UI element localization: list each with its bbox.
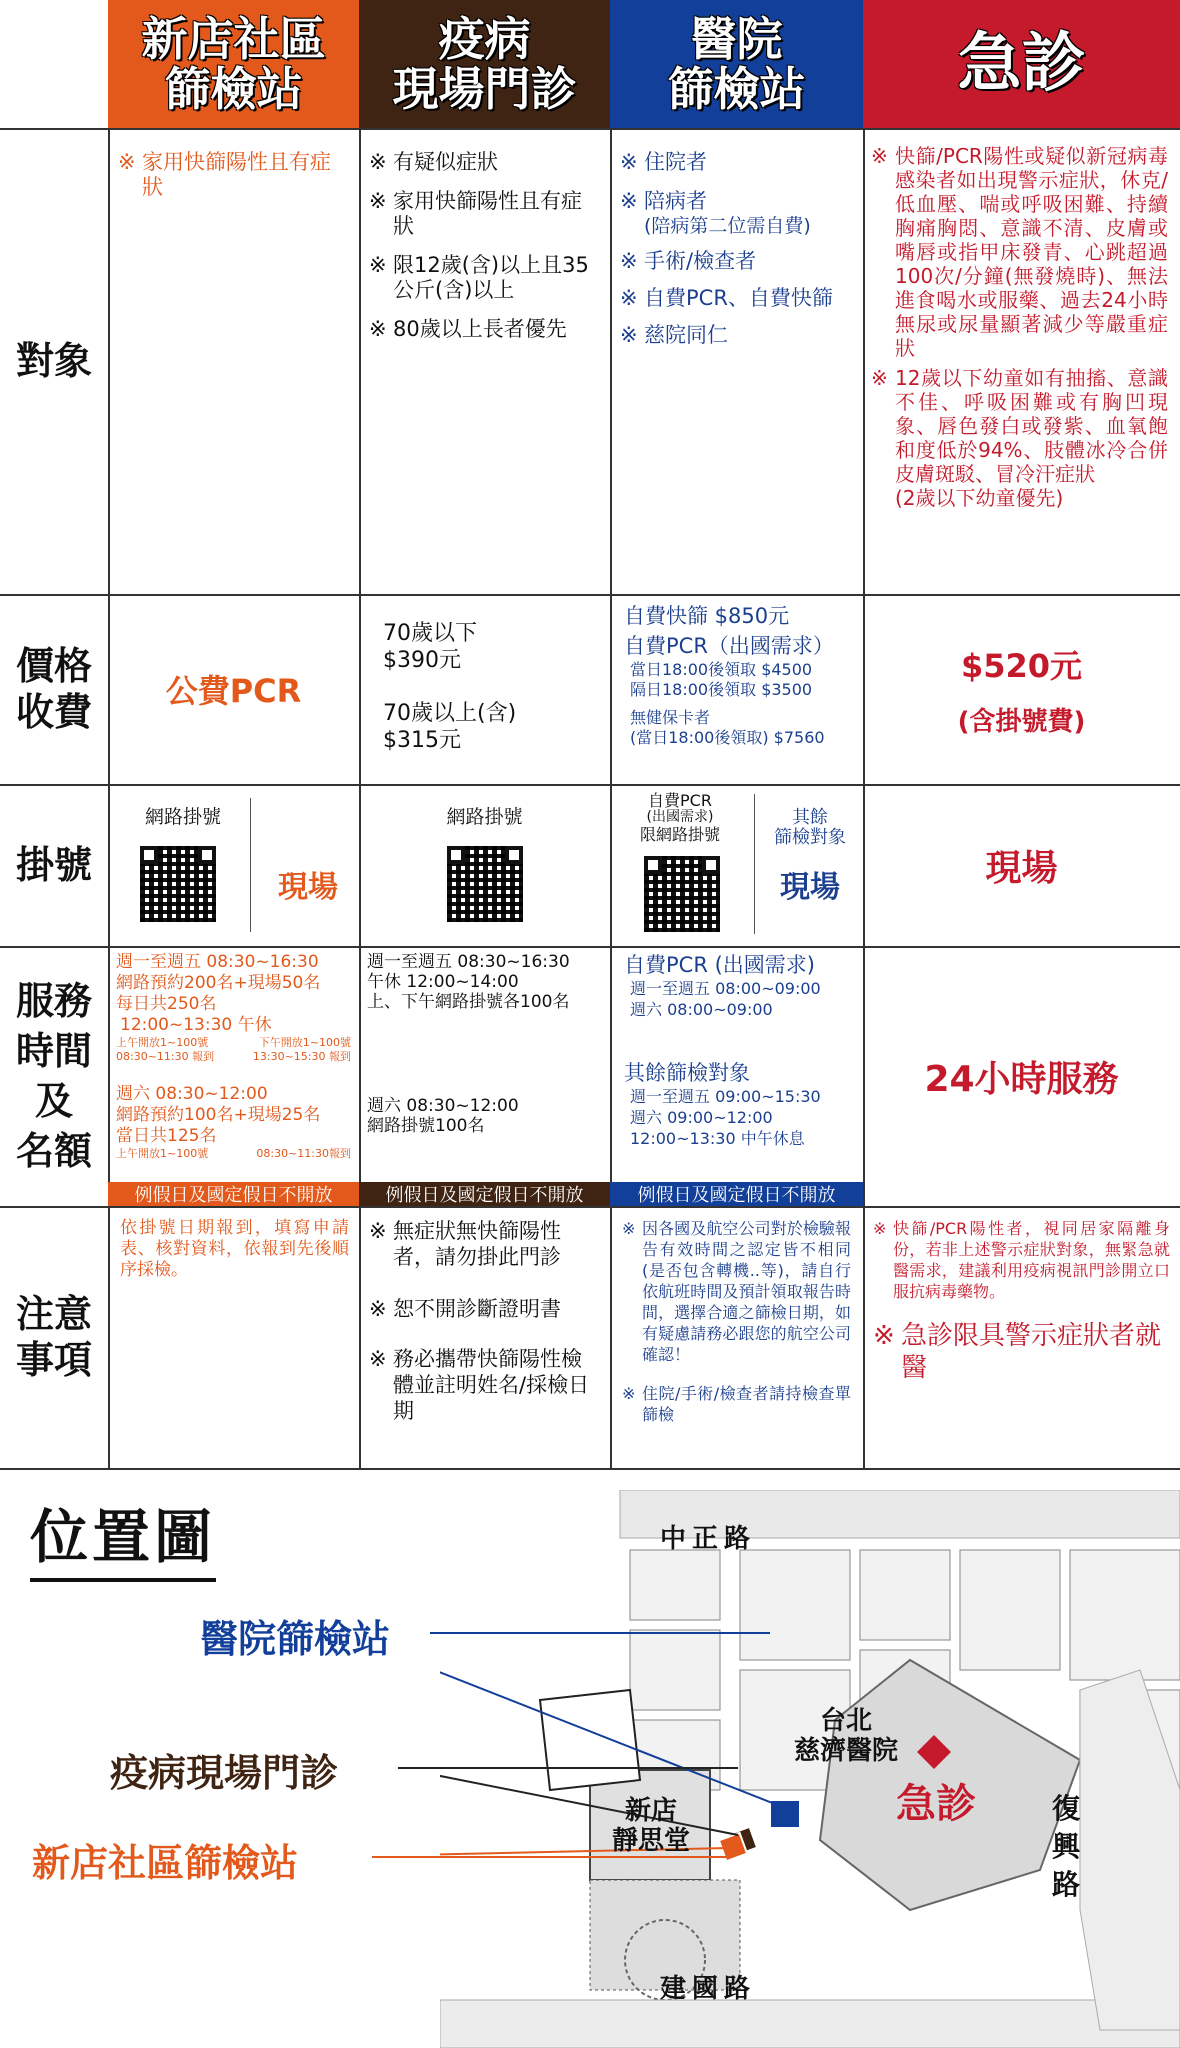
- notes-item: 務必攜帶快篩陽性檢體並註明姓名/採檢日期: [393, 1347, 590, 1423]
- hours-line: 13:30~15:30 報到: [252, 1050, 351, 1063]
- hours-line: 週一至週五 09:00~15:30: [630, 1087, 821, 1106]
- target-item: 家用快篩陽性且有症狀: [393, 189, 582, 238]
- target-emergency: ※ 快篩/PCR陽性或疑似新冠病毒感染者如出現警示症狀，休克/低血壓、喘或呼吸困難、持續胸痛胸悶、意識不清、皮膚或嘴唇或指甲床發青、心跳超過100次/分鐘(無發燒時)、無法進食喝水或服藥、過去24小時無尿或尿量顯著減少等嚴重症狀 ※ 12歲以下幼童如有抽搐、意識不佳、呼吸困難或有胸凹現象、唇色發白或發紫、血氧飽和度低於94%、肢體冰冷合併皮膚斑駁、冒冷汗症狀 (2歲以下幼童優先): [871, 144, 1168, 510]
- notes-item: 急診限具警示症狀者就醫: [901, 1321, 1162, 1383]
- notes-community: 依掛號日期報到，填寫申請表、核對資料，依報到先後順序採檢。: [120, 1218, 349, 1280]
- register-pcr-mid: (出國需求): [646, 809, 714, 825]
- grid-line: [0, 128, 1180, 130]
- hours-line: 上午開放1~100號: [116, 1147, 209, 1160]
- row-label-register: 掛號: [15, 843, 92, 887]
- register-pcr-top: 自費PCR: [648, 791, 712, 810]
- hours-line: 週六 08:30~12:00: [116, 1084, 268, 1104]
- header-clinic: 疫病 現場門診: [359, 0, 610, 128]
- register-onsite-label: 現場: [780, 870, 840, 905]
- hours-line: 週一至週五 08:00~09:00: [630, 979, 821, 998]
- notes-item: 快篩/PCR陽性者，視同居家隔離身份，若非上述警示症狀對象，無緊急就醫需求，建議利用疫病視訊門診開立口服抗病毒藥物。: [893, 1219, 1170, 1301]
- hours-line: 08:30~11:30 報到: [116, 1050, 215, 1063]
- register-other-bottom: 篩檢對象: [774, 827, 846, 848]
- hours-line: 網路預約100名+現場25名: [116, 1105, 321, 1125]
- register-community: [108, 784, 359, 946]
- price-rapid: 自費快篩 $850元: [624, 604, 790, 628]
- road-label-top: 中正路: [660, 1524, 757, 1554]
- hours-line: 08:30~11:30報到: [256, 1147, 351, 1160]
- notes-clinic: ※ 無症狀無快篩陽性者，請勿掛此門診 ※ 恕不開診斷證明書 ※ 務必攜帶快篩陽性檢體並註明姓名/採檢日期: [359, 1206, 610, 1446]
- hours-line: 網路預約200名+現場50名: [116, 973, 321, 993]
- target-sub: (2歲以下幼童優先): [895, 486, 1064, 510]
- holiday-note-community: 例假日及國定假日不開放: [108, 1182, 359, 1206]
- qr-code-icon[interactable]: [140, 846, 216, 922]
- row-label-target: 對象: [15, 339, 92, 383]
- grid-line: [0, 1468, 1180, 1470]
- notes-item: 無症狀無快篩陽性者，請勿掛此門診: [393, 1219, 561, 1269]
- price-emergency: [863, 594, 1180, 784]
- header-community-station: 新店社區 篩檢站: [108, 0, 359, 128]
- price-emergency-note: (含掛號費): [957, 706, 1086, 737]
- road-label-bottom: 建國路: [660, 1974, 757, 2004]
- hours-line: 當日共125名: [116, 1126, 217, 1146]
- target-item: 快篩/PCR陽性或疑似新冠病毒感染者如出現警示症狀，休克/低血壓、喘或呼吸困難、持續胸痛胸悶、意識不清、皮膚或嘴唇或指甲床發青、心跳超過100次/分鐘(無發燒時)、無法進食喝水或服藥、過去24小時無尿或尿量顯著減少等嚴重症狀: [895, 144, 1168, 360]
- emergency-map-label: 急診: [896, 1781, 976, 1827]
- price-emergency-value: $520元: [960, 646, 1083, 685]
- target-item: 手術/檢查者: [644, 249, 757, 273]
- holiday-note-clinic: 例假日及國定假日不開放: [359, 1182, 610, 1206]
- price-clinic: [359, 594, 610, 784]
- target-item: 有疑似症狀: [393, 150, 498, 174]
- hours-title: 自費PCR (出國需求): [624, 953, 815, 977]
- header-emergency: 急診: [863, 0, 1180, 128]
- notes-item: 住院/手術/檢查者請持檢查單篩檢: [642, 1384, 851, 1424]
- price-value: $315元: [383, 728, 461, 753]
- hours-line: 午休 12:00~14:00: [367, 972, 519, 992]
- hours-community: [108, 946, 359, 1182]
- hours-line: 12:00~13:30 午休: [120, 1015, 272, 1035]
- target-item: 80歲以上長者優先: [393, 317, 567, 341]
- register-online-label: 網路掛號: [446, 806, 523, 828]
- register-emergency: 現場: [985, 847, 1058, 889]
- target-sub: (陪病第二位需自費): [644, 215, 811, 237]
- hours-line: 網路掛號100名: [367, 1116, 485, 1136]
- price-pcr-next: 隔日18:00後領取 $3500: [630, 680, 813, 699]
- map-title: 位置圖: [30, 1490, 216, 1582]
- hours-line: 上、下午網路掛號各100名: [367, 992, 570, 1012]
- target-item: 自費PCR、自費快篩: [644, 286, 833, 310]
- price-age-over-70: 70歲以上(含): [383, 701, 517, 726]
- legend-line-community: [372, 1856, 728, 1858]
- target-item: 陪病者: [644, 189, 707, 213]
- legend-line-hospital: [430, 1632, 770, 1634]
- target-hospital: ※ 住院者 ※ 陪病者 (陪病第二位需自費) ※ 手術/檢查者 ※ 自費PCR、自費快篩 ※ 慈院同仁: [620, 150, 833, 347]
- row-label-price: 價格 收費: [15, 644, 92, 734]
- road-bottom: [440, 2000, 1180, 2048]
- register-other-top: 其餘: [792, 807, 828, 828]
- notes-item: 因各國及航空公司對於檢驗報告有效時間之認定皆不相同(是否包含轉機..等)，請自行依航班時間及預計領取報告時間，選擇合適之篩檢日期，如有疑慮請務必跟您的航空公司確認！: [642, 1219, 851, 1364]
- legend-community-station: 新店社區篩檢站: [32, 1841, 299, 1885]
- hours-line: 下午開放1~100號: [258, 1036, 351, 1049]
- target-item: 家用快篩陽性且有症狀: [142, 150, 331, 199]
- hours-line: 週一至週五 08:30~16:30: [116, 952, 319, 972]
- header-hospital-station: 醫院 篩檢站: [610, 0, 863, 128]
- hours-emergency: 24小時服務: [924, 1058, 1119, 1100]
- hours-line: 上午開放1~100號: [116, 1036, 209, 1049]
- price-noins: 無健保卡者: [630, 708, 711, 727]
- location-map: [440, 1490, 1180, 2048]
- hours-clinic: [359, 946, 610, 1182]
- register-clinic: [359, 784, 610, 946]
- legend-clinic: 疫病現場門診: [110, 1751, 339, 1795]
- target-item: 限12歲(含)以上且35公斤(含)以上: [393, 253, 589, 302]
- road-label-right: 復興路: [1052, 1792, 1081, 1901]
- qr-code-icon[interactable]: [447, 846, 523, 922]
- legend-line-clinic: [398, 1767, 738, 1769]
- target-item: 12歲以下幼童如有抽搐、意識不佳、呼吸困難或有胸凹現象、唇色發白或發紫、血氧飽和度低於94%、肢體冰冷合併皮膚斑駁、冒冷汗症狀: [895, 366, 1168, 486]
- hours-line: 每日共250名: [116, 994, 217, 1014]
- notes-item: 恕不開診斷證明書: [393, 1297, 561, 1321]
- target-community: ※ 家用快篩陽性且有症狀: [108, 140, 359, 220]
- notes-emergency: ※ 快篩/PCR陽性者，視同居家隔離身份，若非上述警示症狀對象，無緊急就醫需求，建議利用疫病視訊門診開立口服抗病毒藥物。 ※ 急診限具警示症狀者就醫: [873, 1219, 1170, 1383]
- price-age-under-70: 70歲以下: [383, 621, 477, 646]
- price-value: $390元: [383, 648, 461, 673]
- hours-line: 週六 08:00~09:00: [630, 1000, 773, 1019]
- price-community: 公費PCR: [165, 672, 302, 710]
- legend-hospital-station: 醫院篩檢站: [200, 1617, 391, 1661]
- hours-line: 週六 09:00~12:00: [630, 1108, 773, 1127]
- building-label-hall: 新店 靜思堂: [612, 1796, 691, 1856]
- register-onsite-label: 現場: [278, 870, 338, 905]
- row-label-notes: 注意 事項: [15, 1292, 92, 1382]
- hours-title: 其餘篩檢對象: [624, 1061, 750, 1085]
- register-pcr-bottom: 限網路掛號: [639, 825, 720, 844]
- target-item: 慈院同仁: [644, 323, 728, 347]
- holiday-note-hospital: 例假日及國定假日不開放: [610, 1182, 863, 1206]
- notes-hospital: ※ 因各國及航空公司對於檢驗報告有效時間之認定皆不相同(是否包含轉機..等)，請自行依航班時間及預計領取報告時間，選擇合適之篩檢日期，如有疑慮請務必跟您的航空公司確認！ ※ 住院/手術/檢查者請持檢查單篩檢: [622, 1219, 851, 1424]
- price-pcr-same: 當日18:00後領取 $4500: [630, 660, 813, 679]
- price-hospital: [610, 594, 863, 784]
- building-label-hospital: 台北 慈濟醫院: [794, 1706, 899, 1766]
- target-clinic: ※ 有疑似症狀 ※ 家用快篩陽性且有症狀 ※ 限12歲(含)以上且35公斤(含)以上 ※ 80歲以上長者優先: [359, 140, 610, 362]
- price-pcr: 自費PCR（出國需求）: [624, 634, 834, 658]
- hours-line: 週一至週五 08:30~16:30: [367, 952, 570, 972]
- price-noins-detail: (當日18:00後領取) $7560: [630, 728, 825, 747]
- target-item: 住院者: [644, 150, 707, 174]
- row-label-hours: 服務 時間 及 名額: [15, 979, 92, 1173]
- register-online-label: 網路掛號: [144, 806, 221, 828]
- hours-line: 週六 08:30~12:00: [367, 1096, 519, 1116]
- hours-hospital: [610, 946, 863, 1182]
- qr-code-icon[interactable]: [644, 856, 720, 932]
- hours-line: 12:00~13:30 中午休息: [630, 1129, 805, 1148]
- register-hospital: [610, 784, 863, 946]
